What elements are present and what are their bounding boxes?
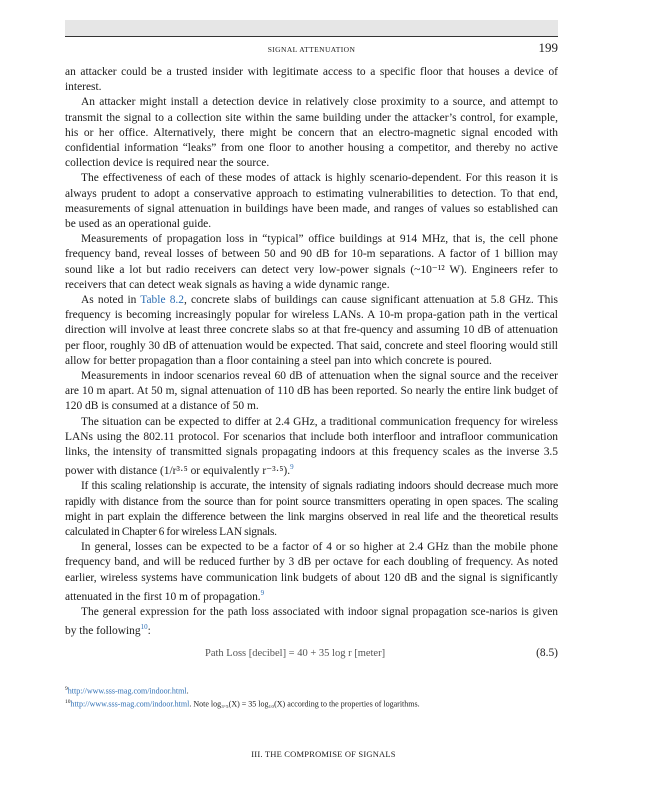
equation	[65, 643, 558, 669]
paragraph: An attacker might install a detection device in relatively close proximity to a source, and attempt to transmit the signal to a collection site within the same building under the attacker’s control, for example, his or her office. Alternatively, there might be concern that an electro-magnetic signal encoded with confidential information “leaks” from one floor to another housing a competitor, and thereby no active collection device is required near the source.	[65, 96, 558, 170]
equation-formula: Path Loss [decibel] = 40 + 35 log r [meter]	[205, 647, 386, 659]
paragraph-text: , concrete slabs of buildings can cause significant attenuation at 5.8 GHz. This frequency is becoming increasingly popular for wireless LANs. A 10-m propa-gation path in the vertical direction will involve at least three concrete slabs so at that fre-quency and assuming 10 dB of attenuation per floor, roughly 30 dB of attenuation would be expected. That said, concrete and steel flooring would still allow for better propagation than a floor containing a steel pan into which concrete is poured.	[65, 294, 558, 367]
paragraph	[65, 540, 558, 605]
footnote-text: .	[186, 686, 189, 696]
paragraph-text: In general, losses can be expected to be a factor of 4 or so higher at 2.4 GHz than the mobile phone frequency band, and will be reduced further by 3 dB per octave for each doubling of frequency. As noted earlier, wireless systems have communication link budgets of about 120 dB and the signal is significantly attenuated in the first 10 m of propagation.	[65, 541, 558, 603]
footnote-ref[interactable]: 9	[290, 463, 294, 472]
paragraph: Measurements in indoor scenarios reveal 60 dB of attenuation when the signal source and the receiver are 10 m apart. At 50 m, signal attenuation of 110 dB has been reported. So nearly the entire link budget of 120 dB is consumed at a distance of 50 m.	[65, 370, 558, 413]
running-title: SIGNAL ATTENUATION	[267, 45, 356, 54]
footnote-text: . Note log₃.₅(X) = 35 log₁₀(X) according to the properties of logarithms.	[189, 700, 420, 710]
table-link[interactable]: Table 8.2	[140, 294, 184, 307]
page-footer: III. THE COMPROMISE OF SIGNALS	[251, 749, 396, 759]
footnote-ref[interactable]: 9	[260, 588, 265, 597]
paragraph-text: As noted in	[81, 294, 141, 307]
footnote-mark: 10	[65, 699, 71, 706]
paragraph: If this scaling relationship is accurate, the intensity of signals radiating indoors should decrease much more rapidly with distance from the source than for point source transmitters operating in open spaces. The scaling might in part explain the difference between the link margins observed in real life and the theoretical results calculated in Chapter 6 for wireless LAN signals.	[65, 480, 558, 538]
footnote-url[interactable]: http://www.sss-mag.com/indoor.html	[67, 686, 187, 696]
footnote-url[interactable]: http://www.sss-mag.com/indoor.html	[70, 700, 190, 710]
paragraph	[65, 605, 558, 639]
body-text	[65, 65, 558, 669]
paragraph	[65, 293, 558, 369]
paragraph-text: The situation can be expected to differ at 2.4 GHz, a traditional communication frequency for wireless LANs using the 802.11 protocol. For scenarios that include both interfloor and intrafloor communication links, the intensity of transmitted signals propagating indoors at this frequency scales as the inverse 3.5 power with distance (1/r³·⁵ or equivalently r⁻³·⁵).	[65, 415, 558, 478]
paragraph	[65, 415, 558, 480]
running-head	[65, 42, 558, 58]
page-number: 199	[538, 40, 558, 55]
paragraph: an attacker could be a trusted insider with legitimate access to a specific floor that houses a device of interest.	[65, 66, 558, 94]
footnote	[65, 697, 558, 710]
footnote-mark: 9	[65, 686, 68, 692]
paragraph-text: :	[147, 624, 151, 637]
paragraph: The effectiveness of each of these modes of attack is highly scenario-dependent. For this reason it is always prudent to adopt a conservative approach to estimating vulnerabilities to detection. To that end, measurements of signal attenuation in buildings have been made, and ranges of values so established can be used as an operational guide.	[65, 172, 558, 231]
header-rule	[65, 36, 558, 37]
footnote-ref[interactable]: 10	[140, 622, 148, 631]
paragraph-text: The general expression for the path loss associated with indoor signal propagation sce-narios is given by the following	[65, 605, 558, 637]
paragraph: Measurements of propagation loss in “typical” office buildings at 914 MHz, that is, the cell phone frequency band, reveal losses of between 50 and 90 dB for 10-m separations. A factor of 1 billion may sound like a lot but radio receivers can detect very low-power signals (~10⁻¹² W). Engineers refer to receivers that can detect weak signals as having a wide dynamic range.	[65, 233, 558, 291]
header-bar	[65, 20, 558, 36]
equation-number: (8.5)	[536, 646, 558, 659]
footnote	[65, 684, 558, 697]
footnotes	[65, 684, 558, 711]
